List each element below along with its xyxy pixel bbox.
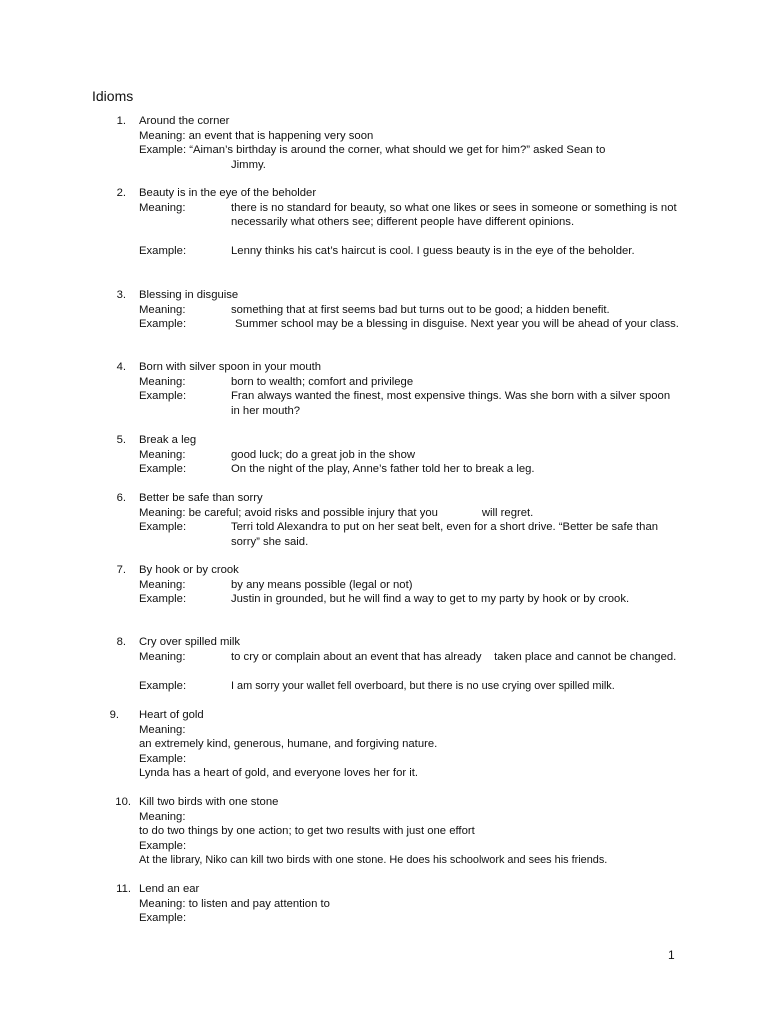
idiom-example: Justin in grounded, but he will find a way to get to my party by hook or by crook. [231,593,630,605]
item-number: 1. [116,115,126,127]
idiom-example: Summer school may be a blessing in disguise. Next year you will be ahead of your class. [235,318,679,330]
idiom-meaning: Meaning: be careful; avoid risks and possible injury that you will regret. [139,506,534,519]
meaning-label: Meaning: [139,578,186,591]
idiom-title: Better be safe than sorry [139,492,263,504]
example-label: Example: [139,318,187,330]
meaning-label: Meaning: [139,448,186,461]
meaning-label: Meaning: [139,650,186,663]
idiom-meaning: Meaning: an event that is happening very soon [139,129,374,142]
item-number: 4. [116,361,126,373]
idiom-meaning: to do two things by one action; to get two results with just one effort [139,825,475,837]
idiom-title: By hook or by crook [139,564,239,576]
idiom-title: Cry over spilled milk [139,636,241,648]
idiom-example: Lynda has a heart of gold, and everyone loves her for it. [139,767,419,779]
idiom-title: Lend an ear [139,883,200,895]
item-number: 6. [116,492,126,504]
item-number: 3. [116,289,126,301]
item-number: 9. [109,709,119,721]
idiom-title: Break a leg [139,434,197,446]
meaning-label: Meaning: [139,201,186,214]
idiom-example: Lenny thinks his cat’s haircut is cool. I guess beauty is in the eye of the beholder. [231,244,635,257]
example-label: Example: [139,244,187,257]
idiom-title: Blessing in disguise [139,289,239,301]
idiom-meaning: to cry or complain about an event that has already taken place and cannot be changed. [231,650,677,663]
idiom-meaning: there is no standard for beauty, so what one likes or sees in someone or something is not necessarily what others see; different people have different opinions. [231,201,677,228]
example-label: Example: [139,752,187,765]
meaning-label: Meaning: [139,723,186,736]
meaning-label: Meaning: [139,303,186,316]
page-number: 1 [668,948,675,962]
idiom-example: Terri told Alexandra to put on her seat belt, even for a short drive. “Better be safe than sorry” she said. [231,521,659,548]
idiom-meaning: Meaning: to listen and pay attention to [139,897,330,910]
example-label: Example: [139,679,187,692]
idiom-meaning: by any means possible (legal or not) [231,578,413,591]
idiom-example: At the library, Niko can kill two birds with one stone. He does his schoolwork and sees his friends. [139,854,608,866]
idiom-title: Around the corner [139,115,230,127]
idiom-title: Beauty is in the eye of the beholder [139,187,317,199]
idiom-meaning: something that at first seems bad but turns out to be good; a hidden benefit. [231,303,610,316]
idiom-meaning: good luck; do a great job in the show [231,448,416,461]
example-label: Example: [139,390,187,402]
idiom-title: Born with silver spoon in your mouth [139,361,322,373]
idiom-title: Kill two birds with one stone [139,796,279,808]
example-label: Example: [139,521,187,533]
example-label: Example: [139,463,187,475]
item-number: 11. [116,883,131,895]
idiom-example: On the night of the play, Anne’s father told her to break a leg. [231,463,535,475]
idiom-example: Fran always wanted the finest, most expensive things. Was she born with a silver spoon in her mouth? [231,390,671,417]
example-label: Example: [139,593,187,605]
item-number: 7. [116,564,126,576]
meaning-label: Meaning: [139,810,186,823]
idiom-title: Heart of gold [139,709,204,721]
item-number: 10. [115,796,131,808]
example-label: Example: [139,912,187,924]
example-label: Example: [139,839,187,852]
item-number: 2. [116,187,126,199]
item-number: 5. [116,434,126,446]
page-title: Idioms [92,88,134,104]
idiom-meaning: born to wealth; comfort and privilege [231,375,414,388]
idiom-example-continued: Jimmy. [231,158,266,171]
idiom-example: I am sorry your wallet fell overboard, but there is no use crying over spilled milk. [231,679,615,692]
item-number: 8. [116,636,126,648]
idiom-example: Example: “Aiman’s birthday is around the corner, what should we get for him?” asked Sean to [139,144,606,156]
meaning-label: Meaning: [139,375,186,388]
idiom-meaning: an extremely kind, generous, humane, and forgiving nature. [139,738,438,750]
